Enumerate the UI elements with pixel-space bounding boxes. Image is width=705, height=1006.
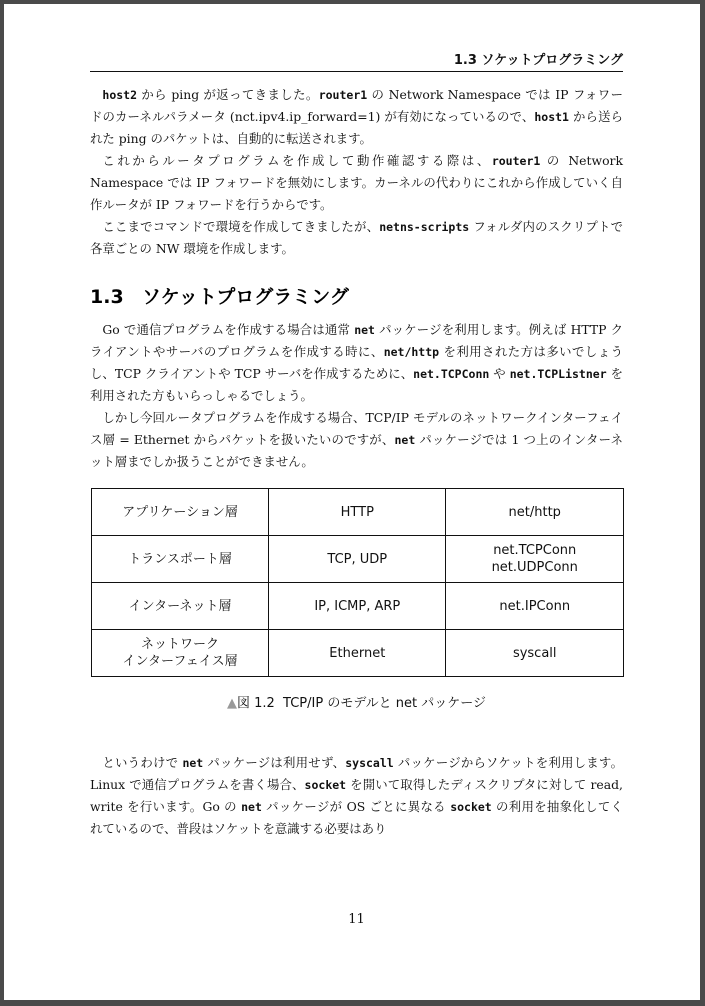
text-run: フォルダ内のスクリプトで各章ごとの NW 環境を作成します。 (90, 219, 624, 256)
intro-text (90, 84, 623, 260)
inline-code: syscall (345, 756, 394, 770)
inline-code: socket (450, 800, 492, 814)
page-number: 11 (348, 912, 365, 927)
inline-code: host2 (102, 88, 138, 102)
text-run: から ping が返ってきました。 (137, 87, 319, 102)
text-run: や (489, 366, 510, 381)
inline-code: net/http (383, 345, 440, 359)
text-run: というわけで (102, 755, 183, 770)
layer-cell: インターネット層 (92, 583, 269, 630)
paragraph (90, 216, 623, 260)
text-run: ここまでコマンドで環境を作成してきましたが、 (102, 219, 380, 234)
inline-code: net (354, 323, 375, 337)
section-text (90, 319, 623, 473)
caption-text: TCP/IP のモデルと net パッケージ (283, 696, 487, 711)
inline-code: router1 (318, 88, 368, 102)
text-run: を利用された方は多いでしょうし、TCP クライアントや TCP サーバを作成するために、 (90, 344, 623, 381)
section-heading (90, 282, 623, 309)
protocol-cell: IP, ICMP, ARP (269, 583, 446, 630)
section-title: ソケットプログラミング (142, 286, 349, 308)
paragraph (90, 319, 623, 407)
text-run: の Network Namespace では IP フォワードのカーネルパラメータ (nct.ipv4.ip_forward=1) が有効になっているので、 (90, 87, 624, 124)
package-cell: net.IPConn (446, 583, 624, 630)
document-page (4, 4, 700, 1000)
package-cell: net.TCPConn net.UDPConn (446, 536, 624, 583)
table-row (92, 489, 624, 536)
text-run: の Network Namespace では IP フォワードを無効にします。カーネルの代わりにこれから作成していく自作ルータが IP フォワードを行うからです。 (90, 153, 623, 212)
table-row (92, 536, 624, 583)
package-cell: net/http (446, 489, 624, 536)
table-row (92, 630, 624, 677)
figure-caption (90, 692, 623, 711)
package-cell: syscall (446, 630, 624, 677)
protocol-cell: HTTP (269, 489, 446, 536)
paragraph (90, 752, 623, 840)
inline-code: net (182, 756, 204, 770)
table-row (92, 583, 624, 630)
paragraph (90, 150, 623, 216)
text-run: を開いて取得したディスクリプタに対して read, write を行います。Go の (90, 777, 623, 814)
inline-code: router1 (491, 154, 541, 168)
inline-code: net.TCPListner (509, 367, 607, 381)
protocol-cell: TCP, UDP (269, 536, 446, 583)
text-run: から送られた ping のパケットは、自動的に転送されます。 (90, 109, 623, 146)
text-run: Go で通信プログラムを作成する場合は通常 (102, 322, 355, 337)
text-run: しかし今回ルータプログラムを作成する場合、TCP/IP モデルのネットワークインターフェイス層 = Ethernet からパケットを扱いたいのですが、 (90, 410, 623, 447)
layer-cell: アプリケーション層 (92, 489, 269, 536)
text-run: パッケージが OS ごとに異なる (261, 799, 451, 814)
inline-code: netns-scripts (379, 220, 470, 234)
text-run: パッケージからソケットを利用します。Linux で通信プログラムを書く場合、 (90, 755, 623, 792)
closing-text (90, 752, 623, 840)
inline-code: host1 (534, 110, 569, 124)
text-run: パッケージは利用せず、 (203, 755, 346, 770)
paragraph (90, 84, 623, 150)
text-run: の利用を抽象化してくれているので、普段はソケットを意識する必要はあり (90, 799, 623, 836)
inline-code: socket (304, 778, 347, 792)
text-run: パッケージでは 1 つ上のインターネット層までしか扱うことができません。 (90, 432, 623, 469)
caption-marker-icon: ▲ (226, 696, 237, 711)
running-header: 1.3 ソケットプログラミング (90, 49, 623, 72)
paragraph (90, 407, 623, 473)
layer-cell: ネットワーク インターフェイス層 (92, 630, 269, 677)
text-run: パッケージを利用します。例えば HTTP クライアントやサーバのプログラムを作成する時に、 (90, 322, 623, 359)
inline-code: net.TCPConn (413, 367, 490, 381)
tcpip-model-table (91, 488, 624, 677)
section-number: 1.3 (90, 286, 124, 308)
caption-label: 図 1.2 (236, 696, 275, 711)
text-run: これからルータプログラムを作成して動作確認する際は、 (102, 153, 492, 168)
inline-code: net (241, 800, 262, 814)
protocol-cell: Ethernet (269, 630, 446, 677)
inline-code: net (394, 433, 416, 447)
layer-cell: トランスポート層 (92, 536, 269, 583)
text-run: を利用された方もいらっしゃるでしょう。 (90, 366, 623, 403)
